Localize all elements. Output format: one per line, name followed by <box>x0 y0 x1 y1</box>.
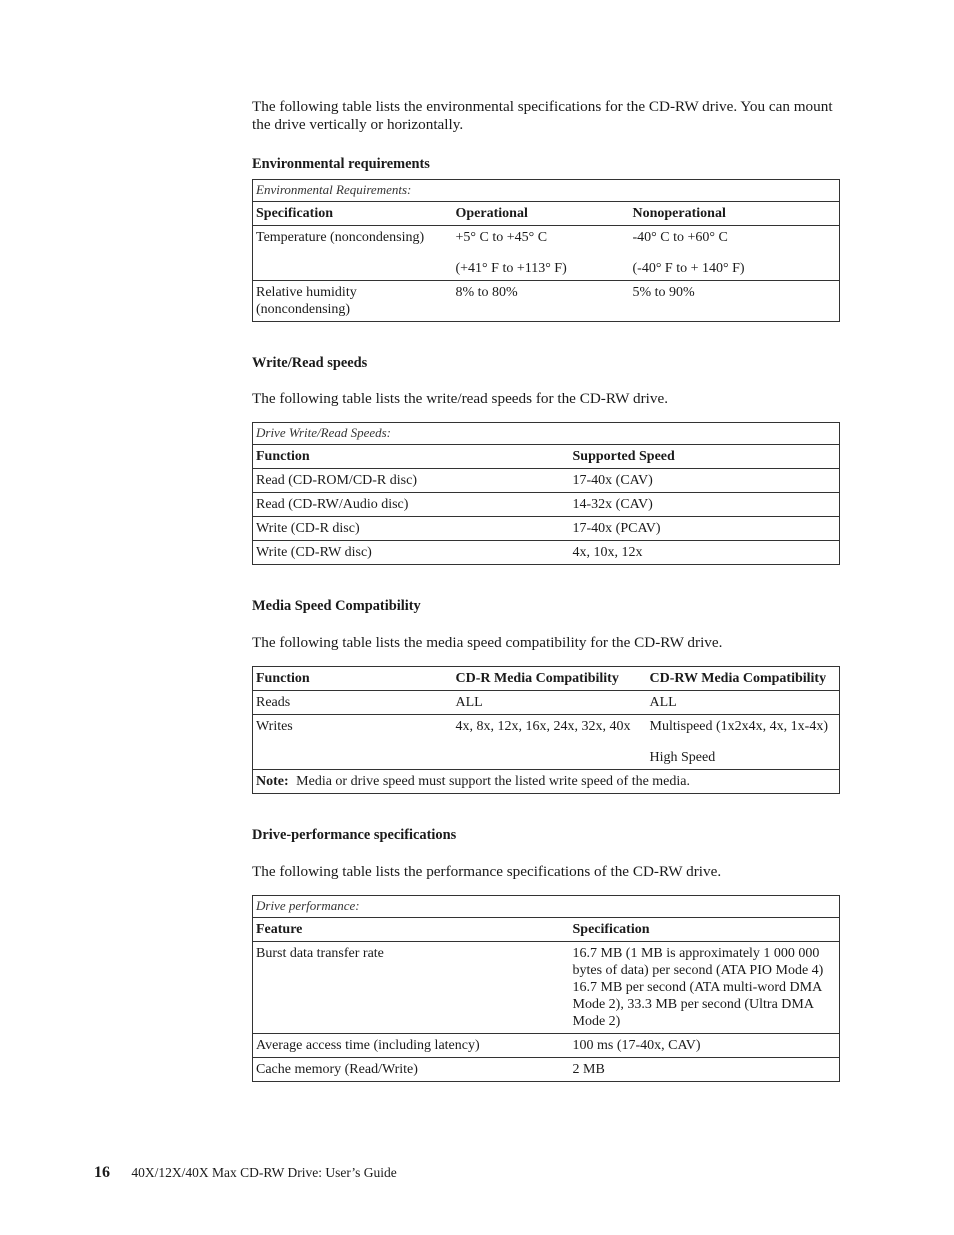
column-header: Nonoperational <box>630 202 840 226</box>
table-row <box>253 469 840 493</box>
table-row <box>253 541 840 565</box>
table-cell: ALL <box>453 691 647 715</box>
footer-title: 40X/12X/40X Max CD-RW Drive: User’s Guide <box>131 1165 397 1180</box>
column-header: Specification <box>253 202 453 226</box>
page-content <box>252 98 840 1082</box>
table-cell: 17-40x (PCAV) <box>570 517 840 541</box>
column-header: Function <box>256 671 310 686</box>
column-header: CD-RW Media Compatibility <box>649 671 827 686</box>
speeds-intro: The following table lists the write/read speeds for the CD-RW drive. <box>252 390 669 407</box>
table-cell <box>453 226 630 281</box>
perf-heading: Drive-performance specifications <box>252 827 457 843</box>
table-cell: 4x, 10x, 12x <box>570 541 840 565</box>
perf-table <box>252 895 840 1082</box>
table-header-row <box>253 445 840 469</box>
table-cell: Burst data transfer rate <box>253 942 570 1034</box>
table-cell: 2 MB <box>570 1058 840 1082</box>
table-row <box>253 1058 840 1082</box>
table-cell: Write (CD-RW disc) <box>253 541 570 565</box>
table-caption-row <box>253 423 840 445</box>
table-cell: 5% to 90% <box>630 281 840 322</box>
table-caption: Drive Write/Read Speeds: <box>256 425 392 440</box>
table-header-row <box>253 667 840 691</box>
cell-line: Multispeed (1x2x4x, 4x, 1x-4x) <box>649 719 828 734</box>
table-cell: Temperature (noncondensing) <box>253 226 453 281</box>
table-cell: 100 ms (17-40x, CAV) <box>570 1034 840 1058</box>
table-cell <box>630 226 840 281</box>
speeds-heading: Write/Read speeds <box>252 355 368 371</box>
table-caption-row <box>253 180 840 202</box>
table-cell: Relative humidity (noncondensing) <box>253 281 453 322</box>
cell-line: (+41° F to +113° F) <box>455 261 567 276</box>
table-row <box>253 942 840 1034</box>
column-header: Function <box>253 445 570 469</box>
table-cell: 4x, 8x, 12x, 16x, 24x, 32x, 40x <box>453 715 647 770</box>
cell-line: (-40° F to + 140° F) <box>632 261 745 276</box>
table-row <box>253 493 840 517</box>
cell-line: -40° C to +60° C <box>632 230 728 245</box>
note-row <box>253 770 840 794</box>
table-row <box>253 715 840 770</box>
note-text: Media or drive speed must support the listed write speed of the media. <box>296 774 691 789</box>
table-row <box>253 281 840 322</box>
note-label: Note: <box>256 774 289 789</box>
table-header-row <box>253 918 840 942</box>
table-caption-row <box>253 896 840 918</box>
table-header-row <box>253 202 840 226</box>
column-header: Supported Speed <box>570 445 840 469</box>
column-header: Operational <box>453 202 630 226</box>
table-caption: Drive performance: <box>256 898 360 913</box>
table-cell: Reads <box>253 691 453 715</box>
table-row <box>253 226 840 281</box>
env-heading: Environmental requirements <box>252 156 430 172</box>
table-cell: ALL <box>647 691 840 715</box>
column-header: CD-R Media Compatibility <box>455 671 619 686</box>
table-cell: Cache memory (Read/Write) <box>253 1058 570 1082</box>
page-number: 16 <box>94 1164 110 1181</box>
cell-line: +5° C to +45° C <box>455 230 548 245</box>
env-table <box>252 179 840 322</box>
table-note <box>253 770 840 794</box>
table-cell <box>647 715 840 770</box>
table-cell: 16.7 MB (1 MB is approximately 1 000 000 bytes of data) per second (ATA PIO Mode 4) 16.7 MB per second (ATA multi-word DMA Mode 2), 33.3 MB per second (Ultra DMA Mode 2) <box>570 942 840 1034</box>
media-heading: Media Speed Compatibility <box>252 598 421 614</box>
table-cell: 8% to 80% <box>453 281 630 322</box>
table-cell: 17-40x (CAV) <box>570 469 840 493</box>
table-cell: Write (CD-R disc) <box>253 517 570 541</box>
perf-intro: The following table lists the performance specifications of the CD-RW drive. <box>252 863 722 880</box>
table-caption: Environmental Requirements: <box>256 182 412 197</box>
table-row <box>253 691 840 715</box>
intro-paragraph: The following table lists the environmental specifications for the CD-RW drive. You can mount the drive vertically or horizontally. <box>252 98 833 133</box>
page-footer <box>94 1164 397 1182</box>
table-row <box>253 517 840 541</box>
cell-line: High Speed <box>649 750 716 765</box>
table-cell: Read (CD-RW/Audio disc) <box>253 493 570 517</box>
media-intro: The following table lists the media speed compatibility for the CD-RW drive. <box>252 634 723 651</box>
table-cell: Average access time (including latency) <box>253 1034 570 1058</box>
column-header: Feature <box>253 918 570 942</box>
column-header: Specification <box>570 918 840 942</box>
table-cell: Writes <box>253 715 453 770</box>
table-row <box>253 1034 840 1058</box>
table-cell: Read (CD-ROM/CD-R disc) <box>253 469 570 493</box>
media-table <box>252 666 840 794</box>
table-cell: 14-32x (CAV) <box>570 493 840 517</box>
speeds-table <box>252 422 840 565</box>
